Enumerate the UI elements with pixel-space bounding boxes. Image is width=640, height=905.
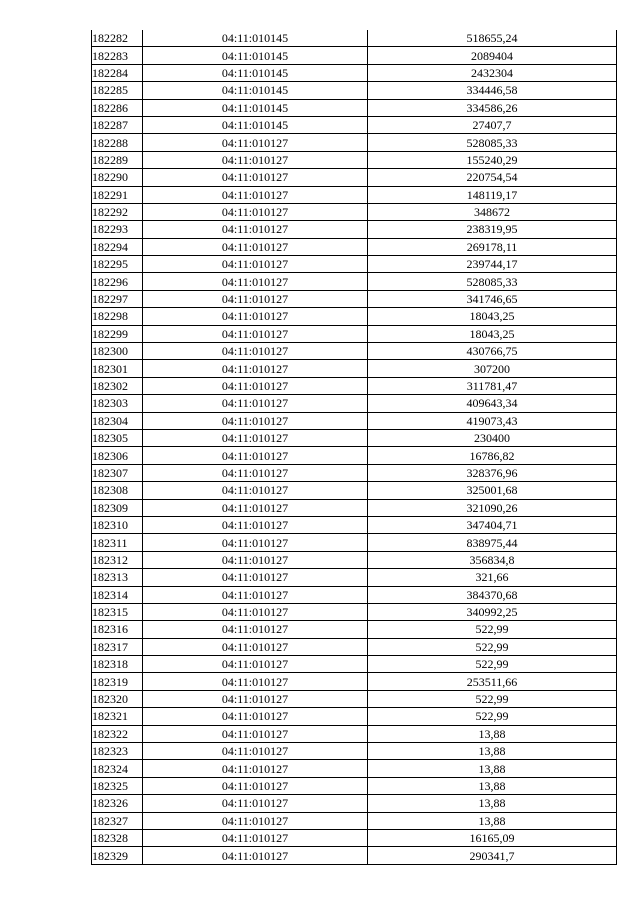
row-number-cell: 182325 <box>92 777 143 794</box>
cadastral-number-cell: 04:11:010127 <box>143 221 368 238</box>
cadastral-number-cell: 04:11:010127 <box>143 395 368 412</box>
value-cell: 253511,66 <box>368 673 617 690</box>
cadastral-number-cell: 04:11:010127 <box>143 447 368 464</box>
value-cell: 334586,26 <box>368 99 617 116</box>
cadastral-number-cell: 04:11:010127 <box>143 169 368 186</box>
value-cell: 13,88 <box>368 760 617 777</box>
row-number-cell: 182308 <box>92 482 143 499</box>
value-cell: 522,99 <box>368 638 617 655</box>
cadastral-number-cell: 04:11:010127 <box>143 760 368 777</box>
value-cell: 347404,71 <box>368 516 617 533</box>
table-row <box>92 569 617 586</box>
value-cell: 13,88 <box>368 725 617 742</box>
row-number-cell: 182320 <box>92 690 143 707</box>
value-cell: 13,88 <box>368 777 617 794</box>
table-row <box>92 499 617 516</box>
row-number-cell: 182328 <box>92 829 143 846</box>
value-cell: 522,99 <box>368 708 617 725</box>
table-row <box>92 134 617 151</box>
table-row <box>92 551 617 568</box>
cadastral-number-cell: 04:11:010127 <box>143 534 368 551</box>
table-row <box>92 186 617 203</box>
value-cell: 528085,33 <box>368 134 617 151</box>
row-number-cell: 182303 <box>92 395 143 412</box>
value-cell: 328376,96 <box>368 464 617 481</box>
row-number-cell: 182287 <box>92 116 143 133</box>
row-number-cell: 182324 <box>92 760 143 777</box>
row-number-cell: 182315 <box>92 603 143 620</box>
cadastral-number-cell: 04:11:010127 <box>143 569 368 586</box>
table-row <box>92 708 617 725</box>
row-number-cell: 182306 <box>92 447 143 464</box>
cadastral-number-cell: 04:11:010127 <box>143 551 368 568</box>
cadastral-number-cell: 04:11:010127 <box>143 725 368 742</box>
value-cell: 16165,09 <box>368 829 617 846</box>
value-cell: 13,88 <box>368 795 617 812</box>
value-cell: 18043,25 <box>368 325 617 342</box>
cadastral-number-cell: 04:11:010127 <box>143 325 368 342</box>
row-number-cell: 182316 <box>92 621 143 638</box>
row-number-cell: 182284 <box>92 64 143 81</box>
cadastral-number-cell: 04:11:010145 <box>143 116 368 133</box>
table-row <box>92 447 617 464</box>
table-row <box>92 795 617 812</box>
cadastral-value-table <box>91 30 617 865</box>
row-number-cell: 182326 <box>92 795 143 812</box>
value-cell: 430766,75 <box>368 343 617 360</box>
value-cell: 321,66 <box>368 569 617 586</box>
value-cell: 522,99 <box>368 621 617 638</box>
row-number-cell: 182282 <box>92 30 143 47</box>
table-row <box>92 534 617 551</box>
value-cell: 238319,95 <box>368 221 617 238</box>
value-cell: 2432304 <box>368 64 617 81</box>
table-row <box>92 812 617 829</box>
value-cell: 325001,68 <box>368 482 617 499</box>
table-row <box>92 290 617 307</box>
table-row <box>92 847 617 864</box>
value-cell: 220754,54 <box>368 169 617 186</box>
value-cell: 409643,34 <box>368 395 617 412</box>
table-row <box>92 238 617 255</box>
cadastral-number-cell: 04:11:010127 <box>143 586 368 603</box>
row-number-cell: 182304 <box>92 412 143 429</box>
value-cell: 148119,17 <box>368 186 617 203</box>
value-cell: 419073,43 <box>368 412 617 429</box>
cadastral-number-cell: 04:11:010127 <box>143 360 368 377</box>
cadastral-number-cell: 04:11:010127 <box>143 829 368 846</box>
row-number-cell: 182311 <box>92 534 143 551</box>
cadastral-number-cell: 04:11:010127 <box>143 238 368 255</box>
cadastral-number-cell: 04:11:010127 <box>143 673 368 690</box>
value-cell: 239744,17 <box>368 256 617 273</box>
table-row <box>92 621 617 638</box>
value-cell: 522,99 <box>368 690 617 707</box>
value-cell: 348672 <box>368 203 617 220</box>
value-cell: 340992,25 <box>368 603 617 620</box>
row-number-cell: 182285 <box>92 82 143 99</box>
row-number-cell: 182294 <box>92 238 143 255</box>
cadastral-number-cell: 04:11:010127 <box>143 151 368 168</box>
table-row <box>92 638 617 655</box>
row-number-cell: 182288 <box>92 134 143 151</box>
value-cell: 307200 <box>368 360 617 377</box>
table-row <box>92 256 617 273</box>
table-row <box>92 273 617 290</box>
table-row <box>92 482 617 499</box>
value-cell: 18043,25 <box>368 308 617 325</box>
table-row <box>92 343 617 360</box>
table-row <box>92 429 617 446</box>
value-cell: 334446,58 <box>368 82 617 99</box>
table-row <box>92 151 617 168</box>
value-cell: 518655,24 <box>368 30 617 47</box>
cadastral-number-cell: 04:11:010145 <box>143 64 368 81</box>
row-number-cell: 182323 <box>92 743 143 760</box>
value-cell: 290341,7 <box>368 847 617 864</box>
row-number-cell: 182318 <box>92 656 143 673</box>
row-number-cell: 182319 <box>92 673 143 690</box>
row-number-cell: 182309 <box>92 499 143 516</box>
table-row <box>92 221 617 238</box>
cadastral-number-cell: 04:11:010127 <box>143 638 368 655</box>
row-number-cell: 182295 <box>92 256 143 273</box>
table-row <box>92 169 617 186</box>
value-cell: 27407,7 <box>368 116 617 133</box>
cadastral-number-cell: 04:11:010127 <box>143 203 368 220</box>
table-row <box>92 656 617 673</box>
row-number-cell: 182286 <box>92 99 143 116</box>
row-number-cell: 182296 <box>92 273 143 290</box>
cadastral-number-cell: 04:11:010145 <box>143 99 368 116</box>
cadastral-number-cell: 04:11:010127 <box>143 377 368 394</box>
row-number-cell: 182321 <box>92 708 143 725</box>
row-number-cell: 182290 <box>92 169 143 186</box>
table-row <box>92 308 617 325</box>
table-row <box>92 725 617 742</box>
row-number-cell: 182301 <box>92 360 143 377</box>
table-row <box>92 777 617 794</box>
table-row <box>92 325 617 342</box>
table-row <box>92 47 617 64</box>
cadastral-number-cell: 04:11:010127 <box>143 690 368 707</box>
table-row <box>92 516 617 533</box>
row-number-cell: 182327 <box>92 812 143 829</box>
table-row <box>92 116 617 133</box>
cadastral-number-cell: 04:11:010127 <box>143 256 368 273</box>
cadastral-number-cell: 04:11:010127 <box>143 290 368 307</box>
cadastral-number-cell: 04:11:010145 <box>143 30 368 47</box>
table-row <box>92 829 617 846</box>
table-body <box>92 30 617 864</box>
row-number-cell: 182293 <box>92 221 143 238</box>
row-number-cell: 182297 <box>92 290 143 307</box>
table-row <box>92 360 617 377</box>
table-row <box>92 82 617 99</box>
value-cell: 230400 <box>368 429 617 446</box>
value-cell: 311781,47 <box>368 377 617 394</box>
cadastral-number-cell: 04:11:010127 <box>143 603 368 620</box>
table-row <box>92 760 617 777</box>
value-cell: 838975,44 <box>368 534 617 551</box>
cadastral-number-cell: 04:11:010127 <box>143 499 368 516</box>
cadastral-number-cell: 04:11:010127 <box>143 743 368 760</box>
table-row <box>92 64 617 81</box>
value-cell: 13,88 <box>368 743 617 760</box>
cadastral-number-cell: 04:11:010127 <box>143 621 368 638</box>
row-number-cell: 182300 <box>92 343 143 360</box>
table-row <box>92 377 617 394</box>
cadastral-number-cell: 04:11:010127 <box>143 708 368 725</box>
table-row <box>92 603 617 620</box>
table-row <box>92 464 617 481</box>
value-cell: 522,99 <box>368 656 617 673</box>
value-cell: 2089404 <box>368 47 617 64</box>
cadastral-number-cell: 04:11:010127 <box>143 412 368 429</box>
table-row <box>92 743 617 760</box>
row-number-cell: 182312 <box>92 551 143 568</box>
table-row <box>92 586 617 603</box>
table-row <box>92 203 617 220</box>
row-number-cell: 182291 <box>92 186 143 203</box>
table-row <box>92 412 617 429</box>
cadastral-number-cell: 04:11:010127 <box>143 847 368 864</box>
cadastral-number-cell: 04:11:010127 <box>143 795 368 812</box>
row-number-cell: 182305 <box>92 429 143 446</box>
cadastral-number-cell: 04:11:010127 <box>143 464 368 481</box>
cadastral-number-cell: 04:11:010127 <box>143 482 368 499</box>
value-cell: 384370,68 <box>368 586 617 603</box>
table-row <box>92 395 617 412</box>
row-number-cell: 182292 <box>92 203 143 220</box>
row-number-cell: 182302 <box>92 377 143 394</box>
value-cell: 155240,29 <box>368 151 617 168</box>
table-row <box>92 30 617 47</box>
row-number-cell: 182298 <box>92 308 143 325</box>
cadastral-number-cell: 04:11:010127 <box>143 812 368 829</box>
value-cell: 528085,33 <box>368 273 617 290</box>
cadastral-number-cell: 04:11:010127 <box>143 273 368 290</box>
row-number-cell: 182322 <box>92 725 143 742</box>
value-cell: 356834,8 <box>368 551 617 568</box>
cadastral-number-cell: 04:11:010127 <box>143 516 368 533</box>
value-cell: 341746,65 <box>368 290 617 307</box>
cadastral-number-cell: 04:11:010127 <box>143 777 368 794</box>
row-number-cell: 182310 <box>92 516 143 533</box>
row-number-cell: 182307 <box>92 464 143 481</box>
row-number-cell: 182317 <box>92 638 143 655</box>
table-row <box>92 673 617 690</box>
cadastral-number-cell: 04:11:010127 <box>143 429 368 446</box>
row-number-cell: 182313 <box>92 569 143 586</box>
cadastral-number-cell: 04:11:010145 <box>143 82 368 99</box>
row-number-cell: 182289 <box>92 151 143 168</box>
row-number-cell: 182299 <box>92 325 143 342</box>
cadastral-number-cell: 04:11:010127 <box>143 186 368 203</box>
table-row <box>92 99 617 116</box>
cadastral-number-cell: 04:11:010127 <box>143 343 368 360</box>
row-number-cell: 182283 <box>92 47 143 64</box>
cadastral-number-cell: 04:11:010145 <box>143 47 368 64</box>
cadastral-number-cell: 04:11:010127 <box>143 134 368 151</box>
value-cell: 16786,82 <box>368 447 617 464</box>
value-cell: 321090,26 <box>368 499 617 516</box>
table-row <box>92 690 617 707</box>
value-cell: 13,88 <box>368 812 617 829</box>
value-cell: 269178,11 <box>368 238 617 255</box>
row-number-cell: 182329 <box>92 847 143 864</box>
cadastral-number-cell: 04:11:010127 <box>143 308 368 325</box>
cadastral-number-cell: 04:11:010127 <box>143 656 368 673</box>
row-number-cell: 182314 <box>92 586 143 603</box>
